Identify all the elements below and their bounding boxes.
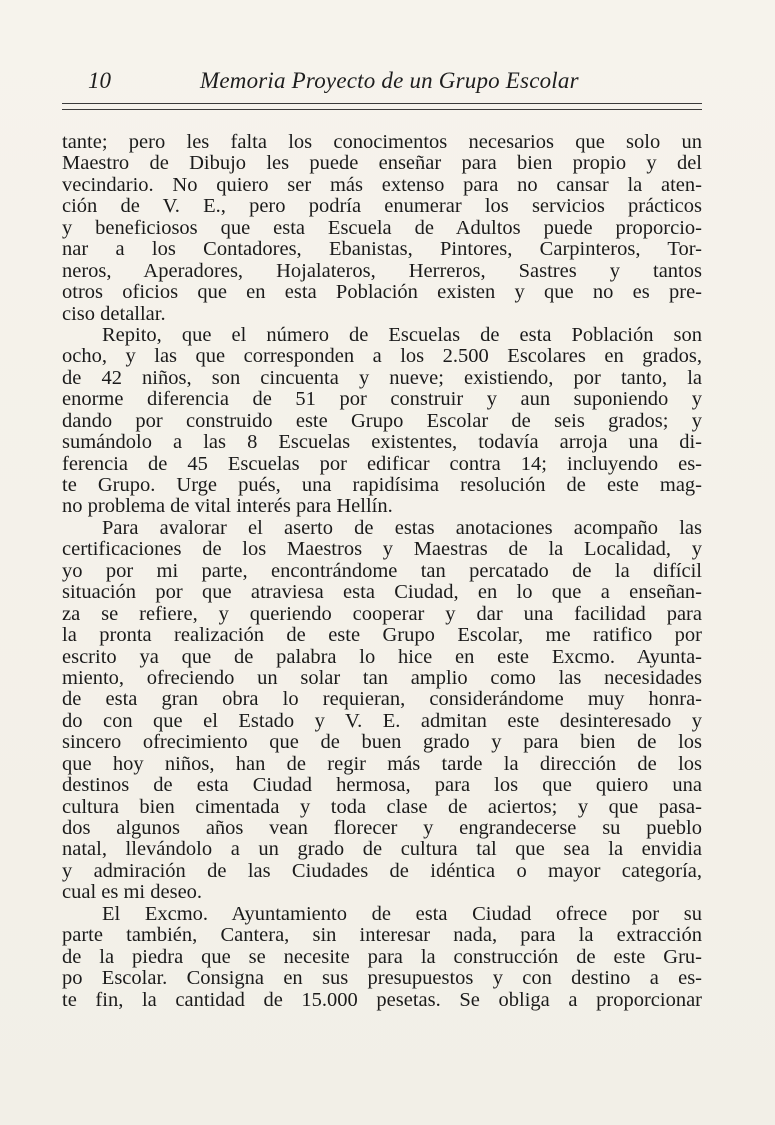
text-line: te Grupo. Urge pués, una rapidísima resolución de este mag-	[62, 474, 702, 496]
text-line: sumándolo a las 8 Escuelas existentes, todavía arroja una di-	[62, 431, 702, 454]
text-line: y admiración de las Ciudades de idéntica o mayor categoría,	[62, 859, 702, 882]
text-line: escrito ya que de palabra lo hice en este Excmo. Ayunta-	[62, 645, 702, 668]
text-line: dando por construido este Grupo Escolar de seis grados; y	[62, 409, 702, 432]
text-line: ciso detallar.	[62, 302, 166, 325]
text-line: neros, Aperadores, Hojalateros, Herreros, Sastres y tantos	[62, 259, 702, 282]
text-line: yo por mi parte, encontrándome tan percatado de la difícil	[62, 559, 702, 582]
text-line: destinos de esta Ciudad hermosa, para los que quiero una	[62, 774, 702, 797]
text-line: sincero ofrecimiento que de buen grado y para bien de los	[62, 731, 702, 754]
text-line: Repito, que el número de Escuelas de esta Población son	[102, 323, 702, 346]
text-line: enorme diferencia de 51 por construir y aun suponiendo y	[62, 388, 702, 411]
text-line: la pronta realización de este Grupo Escolar, me ratifico por	[62, 624, 702, 647]
text-line: miento, ofreciendo un solar tan amplio como las necesidades	[62, 666, 702, 689]
text-line: certificaciones de los Maestros y Maestras de la Localidad, y	[62, 538, 702, 561]
page-header	[62, 68, 702, 98]
text-line: natal, llevándolo a un grado de cultura tal que sea la envidia	[62, 838, 702, 861]
text-line: de 42 niños, son cincuenta y nueve; existiendo, por tanto, la	[62, 366, 702, 389]
text-line: parte también, Cantera, sin interesar nada, para la extracción	[62, 924, 702, 947]
text-line: Para avalorar el aserto de estas anotaciones acompaño las	[102, 516, 702, 539]
text-line: no problema de vital interés para Hellín.	[62, 495, 393, 518]
text-line: de esta gran obra lo requieran, considerándome muy honra-	[62, 688, 702, 711]
header-rule-top	[62, 103, 702, 104]
text-line: cultura bien cimentada y toda clase de aciertos; y que pasa-	[62, 795, 702, 818]
text-line: de la piedra que se necesite para la construcción de este Gru-	[62, 945, 702, 968]
text-line: dos algunos años vean florecer y engrandecerse su pueblo	[62, 817, 702, 839]
text-line: nar a los Contadores, Ebanistas, Pintores, Carpinteros, Tor-	[62, 238, 702, 261]
body-text	[62, 132, 702, 1011]
text-line: ción de V. E., pero podría enumerar los servicios prácticos	[62, 195, 702, 218]
text-line: cual es mi deseo.	[62, 881, 203, 904]
text-line: za se refiere, y queriendo cooperar y dar una facilidad para	[62, 602, 702, 625]
running-title: Memoria Proyecto de un Grupo Escolar	[200, 68, 579, 93]
text-line: ferencia de 45 Escuelas por edificar contra 14; incluyendo es-	[62, 452, 702, 475]
text-line: El Excmo. Ayuntamiento de esta Ciudad ofrece por su	[102, 902, 702, 925]
text-line: ocho, y las que corresponden a los 2.500 Escolares en grados,	[62, 345, 702, 368]
text-line: otros oficios que en esta Población existen y que no es pre-	[62, 281, 702, 304]
text-line: y beneficiosos que esta Escuela de Adultos puede proporcio-	[62, 216, 702, 239]
text-line: tante; pero les falta los conocimentos necesarios que solo un	[62, 131, 702, 153]
text-line: po Escolar. Consigna en sus presupuestos y con destino a es-	[62, 967, 702, 990]
page-number: 10	[88, 68, 111, 93]
text-line: vecindario. No quiero ser más extenso para no cansar la aten-	[62, 173, 702, 196]
text-line: te fin, la cantidad de 15.000 pesetas. Se obliga a proporcionar	[62, 988, 702, 1011]
text-line: situación por que atraviesa esta Ciudad, en lo que a enseñan-	[62, 581, 702, 604]
header-rule-bottom	[62, 109, 702, 110]
text-line: que hoy niños, han de regir más tarde la dirección de los	[62, 752, 702, 775]
text-line: Maestro de Dibujo les puede enseñar para bien propio y del	[62, 152, 702, 175]
text-line: do con que el Estado y V. E. admitan este desinteresado y	[62, 709, 702, 732]
